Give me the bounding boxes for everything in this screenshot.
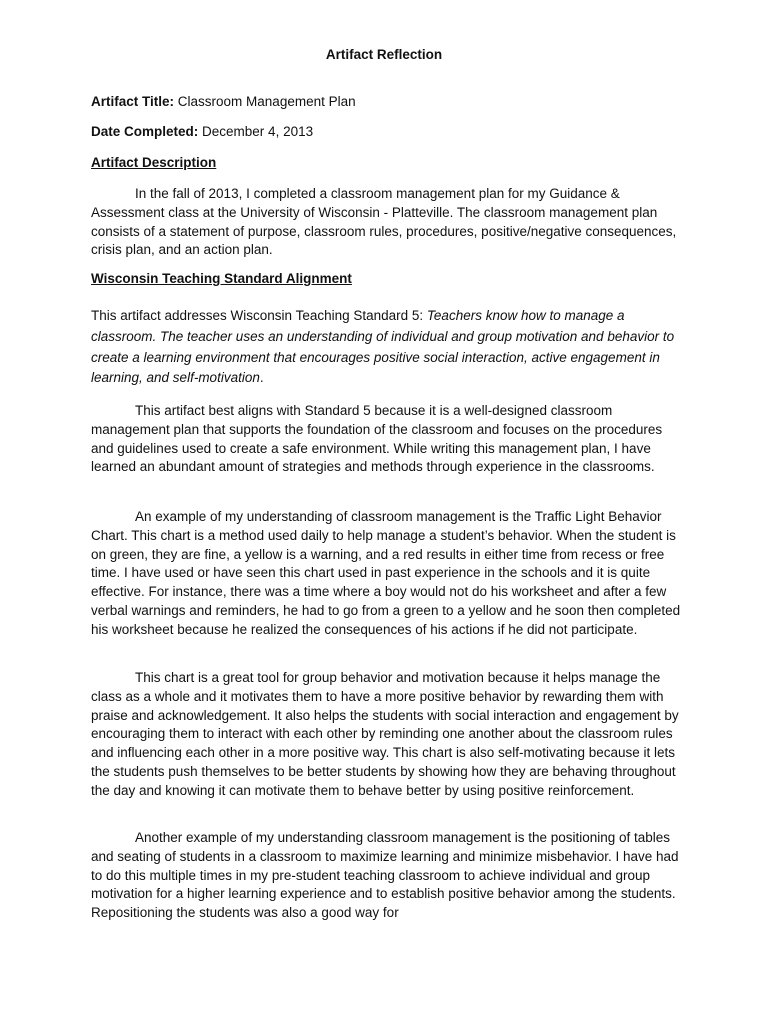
date-completed-label: Date Completed:: [91, 124, 199, 139]
body-paragraph: This chart is a great tool for group behavior and motivation because it helps manage the class as a whole and it motivates them to have a more positive behavior by rewarding them with praise and acknowledgement. It also helps the students with social interaction and engagement by encouraging them to interact with each other by reminding one another about the classroom rules and influencing each other in a more positive way. This chart is also self-motivating because it lets the students push themselves to be better students by showing how they are behaving throughout the day and knowing it can motivate them to behave better by using positive reinforcement.: [91, 670, 679, 798]
date-completed-value: December 4, 2013: [202, 124, 314, 139]
artifact-description-heading: Artifact Description: [91, 155, 217, 170]
date-completed-line: [91, 124, 313, 139]
standard-intro: This artifact addresses Wisconsin Teaching Standard 5:: [91, 308, 427, 323]
standard-alignment-heading: Wisconsin Teaching Standard Alignment: [91, 271, 352, 286]
artifact-title-line: [91, 94, 356, 109]
body-paragraph: Another example of my understanding classroom management is the positioning of tables and seating of students in a classroom to maximize learning and minimize misbehavior. I have had to do this multiple times in my pre-student teaching classroom to achieve individual and group motivation for a higher learning experience and to establish positive behavior among the students. Repositioning the students was also a good way for: [91, 830, 679, 921]
body-paragraph: An example of my understanding of classroom management is the Traffic Light Behavior Chart. This chart is a method used daily to help manage a student’s behavior. When the student is on green, they are fine, a yellow is a warning, and a red results in either time from recess or free time. I have used or have seen this chart used in past experience in the schools and it is quite effective. For instance, there was a time where a boy would not do his worksheet and after a few verbal warnings and reminders, he had to go from a green to a yellow and he soon then completed his worksheet because he realized the consequences of his actions if he did not participate.: [91, 509, 681, 637]
standard-text: Teachers know how to manage a classroom. The teacher uses an understanding of individual and group motivation and behavior to create a learning environment that encourages positive social interaction, active engagement in learning, and self-motivation: [91, 308, 675, 386]
standard-paragraph: [91, 306, 681, 389]
artifact-title-label: Artifact Title:: [91, 94, 175, 109]
description-paragraph: In the fall of 2013, I completed a classroom management plan for my Guidance & Assessment class at the University of Wisconsin - Platteville. The classroom management plan consists of a statement of purpose, classroom rules, procedures, positive/negative consequences, crisis plan, and an action plan.: [91, 186, 677, 258]
page-title: Artifact Reflection: [325, 47, 443, 62]
artifact-title-value: Classroom Management Plan: [177, 94, 356, 109]
body-paragraph: This artifact best aligns with Standard 5 because it is a well-designed classroom management plan that supports the foundation of the classroom and focuses on the procedures and guidelines used to create a safe environment. While writing this management plan, I have learned an abundant amount of strategies and methods through experience in the classrooms.: [91, 403, 663, 475]
standard-end: .: [259, 370, 264, 386]
